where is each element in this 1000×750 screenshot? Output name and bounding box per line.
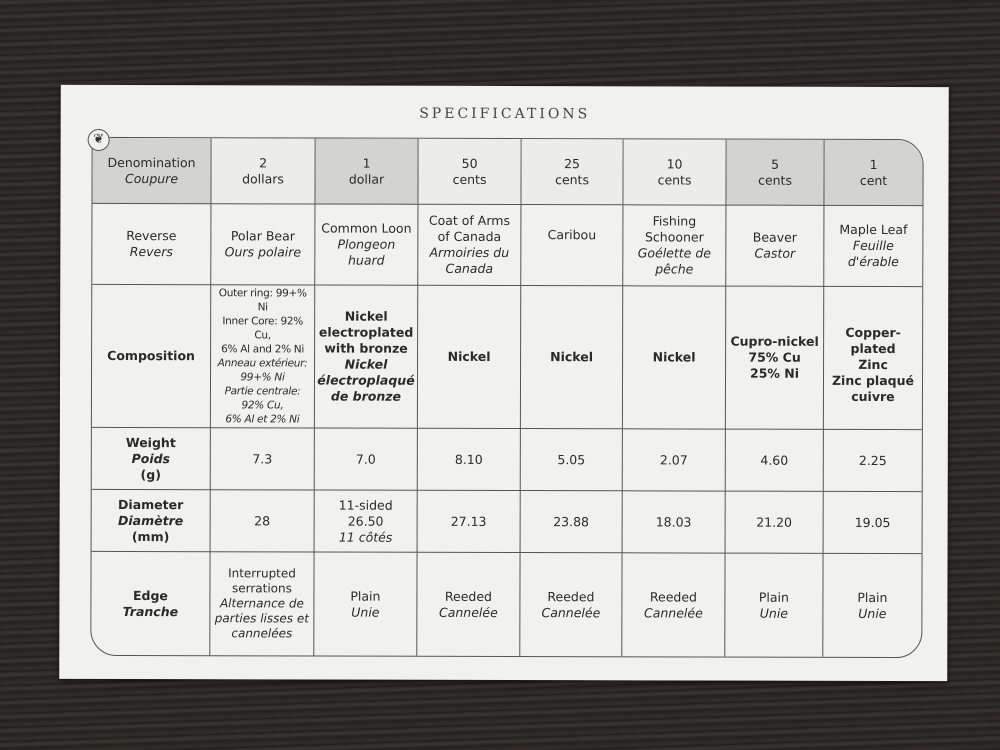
edge-cell: [725, 554, 823, 657]
comp-line: 92% Cu,: [241, 399, 284, 412]
diameter-line: 11 côtés: [338, 529, 393, 545]
denom-unit: cent: [859, 172, 888, 188]
diameter-1-dollar: [315, 491, 418, 553]
reverse-cell: [521, 205, 623, 286]
edge-fr: Alternance de parties lisses et cannelées: [214, 596, 309, 641]
comp-line: Copper-plated: [845, 324, 901, 357]
weight-value: [418, 429, 521, 491]
composition-1-dollar: [315, 286, 418, 429]
reverse-fr: Ours polaire: [224, 244, 302, 260]
reverse-en: Maple Leaf: [839, 221, 908, 238]
weight-value: [211, 428, 315, 490]
reverse-en: Fishing Schooner: [644, 213, 704, 245]
weight-value: [521, 429, 623, 491]
edge-en: Plain: [857, 589, 888, 605]
weight-label: [92, 428, 211, 490]
composition-25-cents: [521, 286, 623, 429]
reverse-label-fr: Revers: [129, 244, 173, 260]
reverse-cell: [623, 205, 726, 286]
edge-fr: Cannelée: [438, 604, 498, 620]
weight-text: 2.07: [659, 451, 688, 467]
denom-1-dollar: [315, 139, 418, 205]
reverse-en: Caribou: [547, 227, 597, 243]
comp-fr: Nickel électroplaqué de bronze: [317, 356, 415, 404]
weight-text: 7.3: [252, 450, 273, 466]
denom-5-cents: [726, 140, 824, 206]
reverse-fr: Plongeon huard: [337, 236, 396, 268]
spec-card: [59, 85, 949, 681]
denom-10-cents: [623, 139, 726, 205]
denom-num: 25: [564, 155, 581, 171]
composition-5-cents: [726, 287, 824, 430]
diameter-label-en: Diameter: [118, 496, 184, 512]
comp-text: Nickel: [447, 348, 491, 364]
diameter-text: 28: [254, 512, 271, 528]
comp-line: Zinc plaqué: [831, 372, 915, 389]
reverse-fr: Armoiries du Canada: [429, 244, 510, 276]
weight-label-en: Weight: [125, 434, 176, 450]
denom-num: 1: [869, 156, 878, 172]
weight-text: 7.0: [355, 451, 376, 467]
reverse-fr: Goélette de pêche: [637, 245, 712, 277]
reverse-cell: [824, 206, 922, 287]
denom-unit: cents: [452, 171, 487, 187]
reverse-cell: [211, 204, 315, 285]
comp-line: 25% Ni: [749, 365, 800, 381]
weight-text: 5.05: [557, 451, 586, 467]
weight-text: 4.60: [760, 452, 789, 468]
diameter-value: [211, 490, 315, 552]
denom-num: 10: [666, 155, 683, 171]
weight-text: 8.10: [454, 451, 483, 467]
weight-value: [726, 430, 824, 492]
composition-label-text: Composition: [107, 347, 195, 364]
weight-label-fr: Poids: [131, 450, 171, 466]
reverse-cell: [726, 206, 824, 287]
diameter-text: 18.03: [655, 513, 692, 529]
edge-cell: [823, 554, 921, 657]
edge-fr: Cannelée: [643, 604, 703, 621]
denomination-label-fr: Coupure: [125, 170, 179, 186]
denom-unit: dollars: [242, 170, 284, 186]
weight-value: [623, 429, 726, 491]
edge-fr: Unie: [858, 605, 887, 621]
denom-num: 2: [259, 154, 268, 170]
diameter-value: [418, 491, 521, 553]
reverse-cell: [315, 205, 418, 286]
edge-label: [91, 552, 210, 655]
weight-value: [824, 430, 922, 492]
weight-value: [315, 429, 418, 491]
reverse-fr: Castor: [754, 245, 796, 261]
weight-unit: (g): [140, 466, 161, 482]
edge-fr: Unie: [351, 604, 380, 620]
diameter-label-fr: Diamètre: [118, 512, 184, 528]
edge-en: Plain: [758, 589, 789, 605]
denom-25-cents: [521, 139, 623, 205]
comp-line: Anneau extérieur:: [217, 357, 308, 370]
composition-label: [92, 285, 211, 428]
denom-1-cent: [824, 140, 922, 206]
comp-line: 99+% Ni: [240, 371, 285, 384]
comp-line: Zinc: [858, 356, 888, 373]
composition-50-cents: [418, 286, 521, 429]
comp-line: Cupro-nickel: [730, 333, 819, 349]
reverse-en: Coat of Arms of Canada: [428, 212, 510, 244]
spec-table: [90, 137, 923, 658]
edge-cell: [520, 553, 622, 656]
denom-2-dollars: [211, 138, 315, 204]
edge-en: Interrupted serrations: [228, 566, 296, 596]
comp-line: cuivre: [851, 388, 895, 405]
edge-2-dollars: [210, 552, 314, 655]
edge-fr: Unie: [759, 605, 789, 621]
denom-num: 50: [461, 155, 478, 171]
reverse-cell: [418, 205, 521, 286]
diameter-unit: (mm): [131, 528, 170, 544]
edge-en: Reeded: [547, 588, 595, 604]
diameter-value: [726, 492, 824, 554]
maple-leaf-icon: ❦: [88, 129, 110, 151]
comp-text: Nickel: [550, 349, 594, 365]
reverse-en: Polar Bear: [230, 228, 295, 244]
reverse-label-en: Reverse: [126, 228, 177, 244]
reverse-fr: Feuille d'érable: [847, 237, 899, 270]
denom-unit: cents: [758, 172, 793, 188]
edge-en: Reeded: [444, 588, 492, 604]
denom-num: 5: [771, 156, 780, 172]
edge-fr: Cannelée: [541, 604, 601, 620]
composition-2-dollars: [211, 285, 315, 428]
composition-1-cent: [824, 287, 922, 430]
reverse-en: Beaver: [752, 229, 797, 245]
diameter-text: 27.13: [450, 513, 487, 529]
denom-50-cents: [418, 139, 521, 205]
card-title: SPECIFICATIONS: [419, 105, 591, 123]
reverse-en: Common Loon: [321, 220, 412, 236]
diameter-value: [623, 491, 726, 553]
comp-en: Nickel electroplated with bronze: [318, 308, 414, 356]
denom-num: 1: [362, 155, 371, 171]
edge-label-fr: Tranche: [122, 603, 179, 619]
edge-cell: [314, 553, 417, 656]
diameter-text: 21.20: [756, 514, 793, 530]
comp-text: Nickel: [652, 349, 696, 365]
edge-label-en: Edge: [132, 587, 168, 603]
comp-line: Inner Core: 92% Cu,: [222, 315, 303, 342]
diameter-value: [824, 492, 922, 554]
composition-10-cents: [623, 286, 726, 429]
comp-line: Outer ring: 99+% Ni: [218, 287, 307, 314]
denomination-label-en: Denomination: [107, 154, 196, 170]
diameter-text: 19.05: [854, 514, 891, 530]
denom-unit: cents: [657, 171, 692, 187]
denom-unit: dollar: [348, 171, 385, 187]
comp-line: Partie centrale:: [224, 385, 301, 398]
edge-en: Reeded: [649, 588, 697, 605]
comp-line: 75% Cu: [748, 349, 801, 365]
edge-cell: [622, 553, 725, 656]
edge-cell: [417, 553, 520, 656]
diameter-value: [521, 491, 623, 553]
reverse-label: [92, 204, 211, 285]
diameter-line: 11-sided: [338, 497, 393, 513]
edge-en: Plain: [350, 588, 381, 604]
weight-text: 2.25: [858, 452, 887, 468]
diameter-text: 23.88: [553, 513, 590, 529]
diameter-line: 26.50: [347, 513, 384, 529]
comp-line: 6% Al and 2% Ni: [221, 343, 304, 356]
denom-unit: cents: [555, 171, 590, 187]
denomination-header: [92, 138, 211, 204]
comp-line: 6% Al et 2% Ni: [225, 413, 300, 426]
diameter-label: [92, 490, 211, 552]
